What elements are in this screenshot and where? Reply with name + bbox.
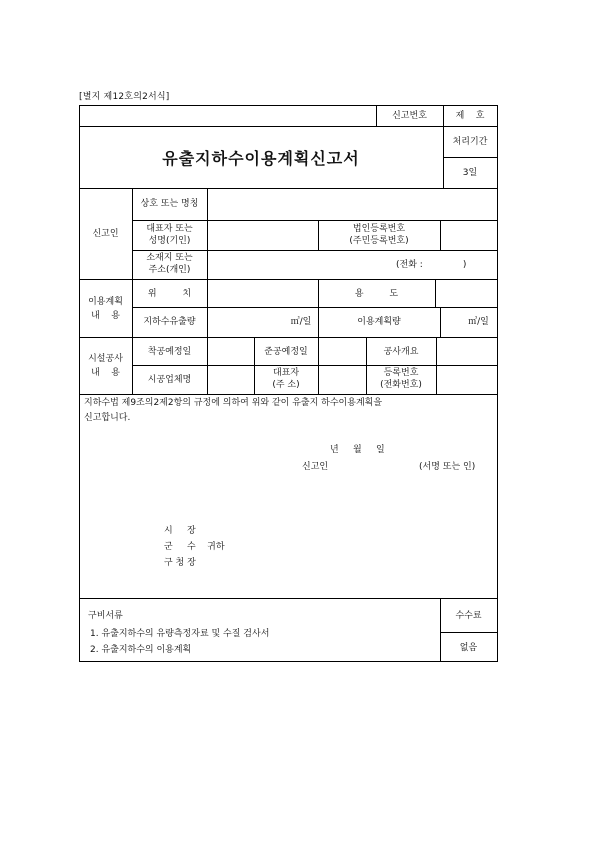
receipt-no-label: 신고번호 — [392, 111, 427, 121]
reg-no-line2: (전화번호) — [380, 380, 422, 390]
planned-amount-label: 이용계획량 — [357, 317, 401, 327]
representative-label — [132, 223, 207, 247]
form-id: [별지 제12호의2서식] — [79, 92, 170, 102]
trade-name-label: 상호 또는 명칭 — [140, 199, 199, 209]
representative-label-line2: 성명(기인) — [148, 236, 191, 246]
contractor-rep-label — [254, 367, 318, 391]
location-label: 위 치 — [147, 289, 192, 299]
document-item-2: 2. 유출지하수의 이용계획 — [90, 645, 192, 655]
reg-no-label — [366, 367, 436, 391]
declaration-date: 년 월 일 — [330, 445, 385, 455]
declaration-line1: 지하수법 제9조의2제2항의 규정에 의하여 위와 같이 유출지 하수이용계획을 — [84, 398, 383, 408]
construction-label-line2: 내 용 — [91, 368, 120, 378]
completion-date-label: 준공예정일 — [264, 347, 308, 357]
outflow-unit: ㎥/일 — [290, 317, 312, 327]
construction-label-line1: 시설공사 — [88, 354, 123, 364]
signer-label: 신고인 — [302, 462, 329, 472]
planned-amount-unit: ㎥/일 — [468, 317, 489, 327]
contractor-rep-line1: 대표자 — [272, 368, 300, 378]
usage-plan-label-line1: 이용계획 — [88, 297, 123, 307]
address-label-line1: 소재지 또는 — [146, 253, 193, 263]
address-label — [132, 252, 207, 276]
document-item-1: 1. 유출지하수의 유량측정자료 및 수질 검사서 — [90, 629, 270, 639]
processing-period-value: 3일 — [462, 168, 478, 178]
outflow-label: 지하수유출량 — [143, 317, 196, 327]
applicant-section-label: 신고인 — [92, 229, 119, 239]
reg-no-line1: 등록번호 — [383, 368, 419, 378]
addressee-county: 군 수 귀하 — [164, 542, 225, 552]
addressee-mayor: 시 장 — [164, 526, 196, 536]
usage-plan-label-line2: 내 용 — [91, 311, 120, 321]
contractor-label: 시공업체명 — [147, 375, 192, 385]
processing-period-label: 처리기간 — [452, 137, 488, 147]
fee-value: 없음 — [459, 643, 478, 653]
phone-label: (전화 : ) — [396, 260, 467, 270]
usage-plan-section-label — [79, 295, 132, 323]
corp-reg-label-line1: 법인등록번호 — [352, 224, 406, 234]
address-label-line2: 주소(개인) — [148, 265, 191, 275]
signature-label: (서명 또는 인) — [419, 462, 476, 472]
contractor-rep-line2: (주 소) — [272, 380, 300, 390]
construction-section-label — [79, 352, 132, 380]
addressee-district: 구 청 장 — [164, 558, 196, 568]
declaration-text — [84, 396, 484, 426]
documents-label: 구비서류 — [88, 611, 123, 621]
corp-reg-label-line2: (주민등록번호) — [349, 236, 409, 246]
overview-label: 공사개요 — [383, 347, 419, 357]
declaration-line2: 신고합니다. — [84, 413, 131, 423]
representative-label-line1: 대표자 또는 — [146, 224, 193, 234]
start-date-label: 착공예정일 — [147, 347, 192, 357]
purpose-label: 용 도 — [354, 289, 399, 299]
form-title: 유출지하수이용계획신고서 — [162, 149, 360, 168]
corp-reg-label — [318, 223, 440, 247]
fee-label: 수수료 — [455, 611, 482, 621]
receipt-no-value: 제 호 — [455, 111, 485, 121]
